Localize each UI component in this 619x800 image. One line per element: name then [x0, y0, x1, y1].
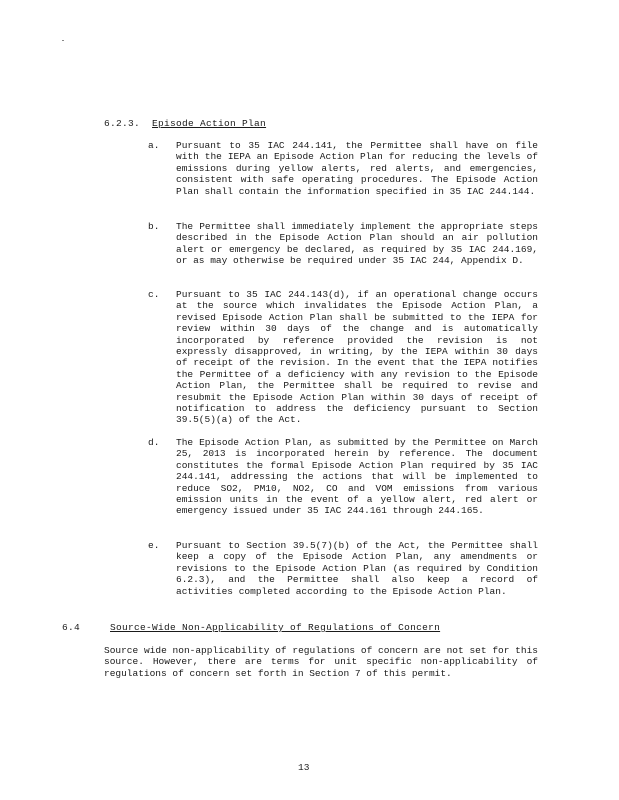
item-letter: b. [148, 221, 160, 232]
item-a [148, 140, 538, 197]
item-text: Pursuant to 35 IAC 244.141, the Permittee shall have on file with the IEPA an Episode Action Plan for reducing the levels of emissions during yellow alerts, red alerts, and emergencies, consistent with safe operating procedures. The Episode Action Plan shall contain the information specified in 35 IAC 244.144. [176, 140, 538, 197]
item-letter: e. [148, 540, 160, 551]
item-e [148, 540, 538, 597]
item-text: The Episode Action Plan, as submitted by the Permittee on March 25, 2013 is incorporated herein by reference. The document constitutes the formal Episode Action Plan required by 35 IAC 244.141, addressing the actions that will be implemented to reduce SO2, PM10, NO2, CO and VOM emissions from various emission units in the event of a yellow alert, red alert or emergency issued under 35 IAC 244.161 through 244.165. [176, 437, 538, 517]
item-text: Pursuant to 35 IAC 244.143(d), if an operational change occurs at the source which invalidates the Episode Action Plan, a revised Episode Action Plan shall be submitted to the IEPA for review within 30 days of the change and is automatically incorporated by reference provided the revision is not expressly disapproved, in writing, by the IEPA within 30 days of receipt of the revision. In the event that the IEPA notifies the Permittee of a deficiency with any revision to the Episode Action Plan, the Permittee shall be required to revise and resubmit the Episode Action Plan within 30 days of receipt of notification to address the deficiency pursuant to Section 39.5(5)(a) of the Act. [176, 289, 538, 426]
section-6-2-3-heading [104, 118, 266, 129]
section-number: 6.2.3. [104, 118, 141, 129]
section-title: Source-Wide Non-Applicability of Regulations of Concern [110, 622, 441, 633]
item-text: The Permittee shall immediately implement the appropriate steps described in the Episode Action Plan should an air pollution alert or emergency be declared, as required by 35 IAC 244.169, or as may otherwise be required under 35 IAC 244, Appendix D. [176, 221, 538, 267]
item-b [148, 221, 538, 267]
item-c [148, 289, 538, 426]
item-text: Pursuant to Section 39.5(7)(b) of the Act, the Permittee shall keep a copy of the Episode Action Plan, any amendments or revisions to the Episode Action Plan (as required by Condition 6.2.3), and the Permittee shall also keep a record of activities completed according to the Episode Action Plan. [176, 540, 538, 597]
section-6-4-heading [62, 622, 440, 633]
item-d [148, 437, 538, 517]
section-number: 6.4 [62, 622, 81, 633]
item-letter: a. [148, 140, 160, 151]
scan-speck [62, 40, 64, 41]
section-title: Episode Action Plan [152, 118, 267, 129]
section-6-4-body: Source wide non-applicability of regulations of concern are not set for this source. However, there are terms for unit specific non-applicability of regulations of concern set forth in Section 7 of this permit. [104, 645, 538, 679]
item-letter: c. [148, 289, 160, 300]
page-number: 13 [298, 762, 310, 773]
item-letter: d. [148, 437, 160, 448]
